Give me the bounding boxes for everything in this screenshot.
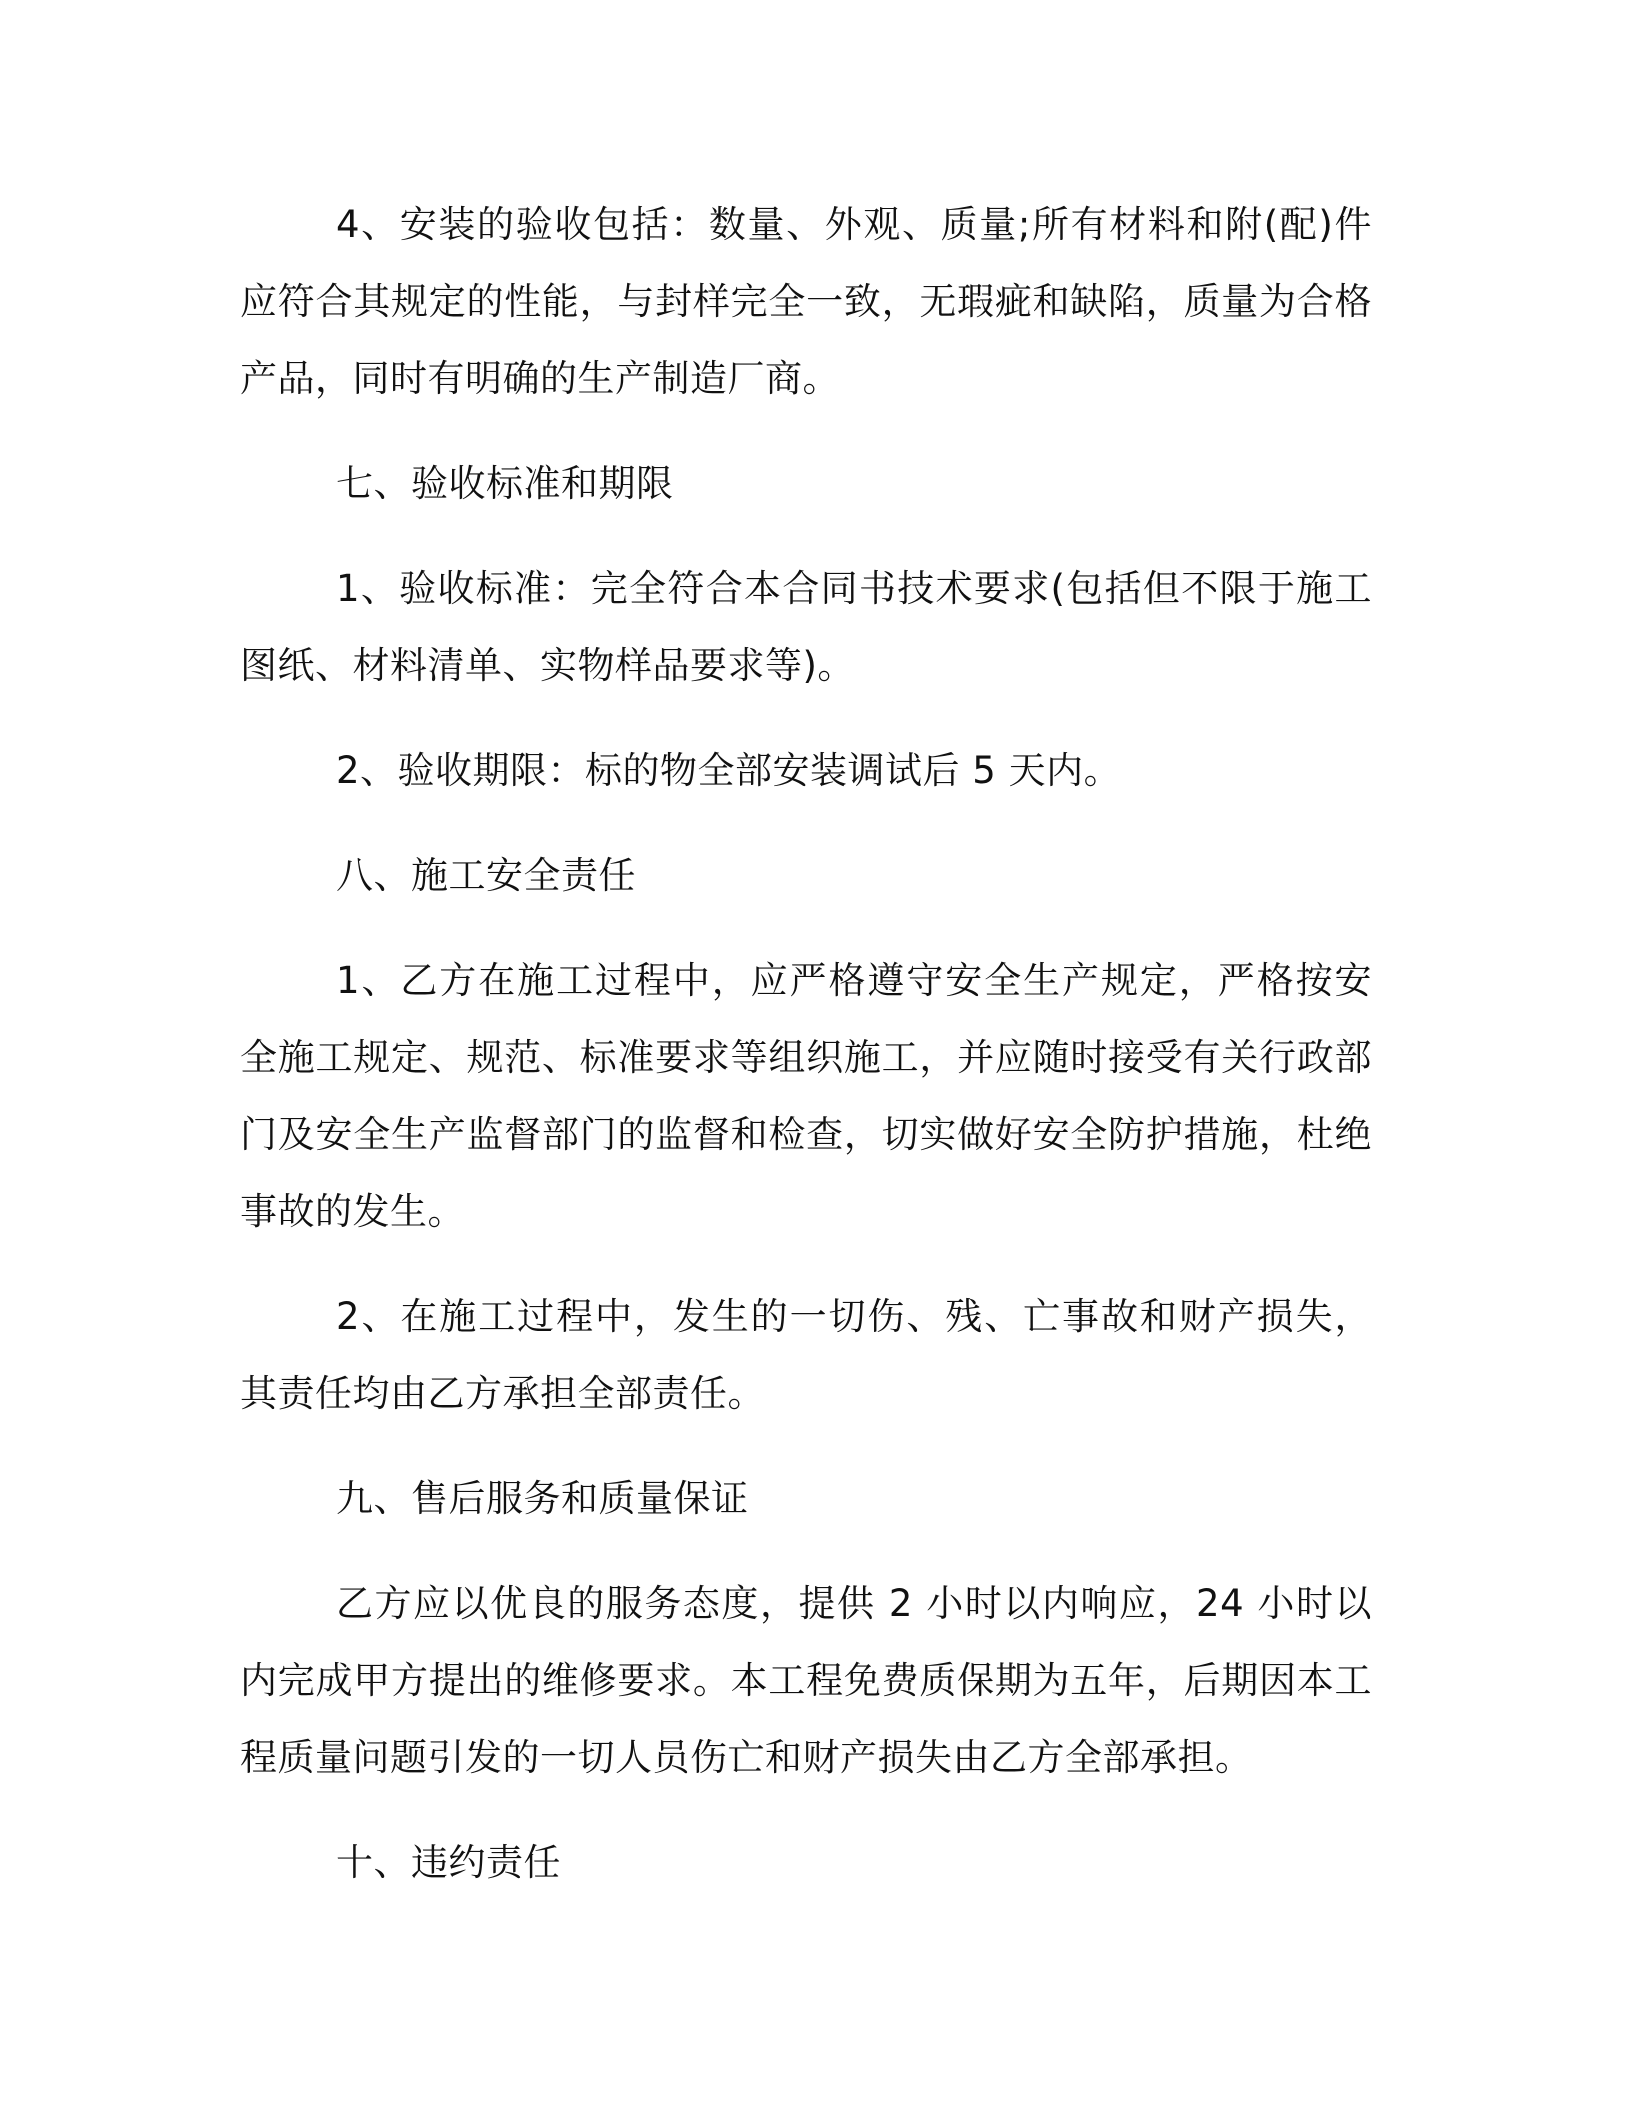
paragraph-acceptance-deadline: 2、验收期限：标的物全部安装调试后 5 天内。 — [336, 749, 1122, 792]
paragraph-safety-item-1: 1、乙方在施工过程中，应严格遵守安全生产规定，严格按安全施工规定、规范、标准要求等组织施工，并应随时接受有关行政部门及安全生产监督部门的监督和检查，切实做好安全防护措施，杜绝事故的发生。 — [240, 959, 1372, 1233]
paragraph-safety-item-2: 2、在施工过程中，发生的一切伤、残、亡事故和财产损失，其责任均由乙方承担全部责任。 — [240, 1295, 1372, 1415]
document-body — [240, 186, 1372, 1929]
paragraph-after-sales: 乙方应以优良的服务态度，提供 2 小时以内响应，24 小时以内完成甲方提出的维修要求。本工程免费质保期为五年，后期因本工程质量问题引发的一切人员伤亡和财产损失由乙方全部承担。 — [240, 1582, 1372, 1779]
section-heading-9: 九、售后服务和质量保证 — [336, 1477, 749, 1520]
paragraph-acceptance-item-4: 4、安装的验收包括：数量、外观、质量;所有材料和附(配)件应符合其规定的性能，与封样完全一致，无瑕疵和缺陷，质量为合格产品，同时有明确的生产制造厂商。 — [240, 203, 1372, 400]
section-heading-8: 八、施工安全责任 — [336, 854, 636, 897]
section-heading-10: 十、违约责任 — [336, 1841, 561, 1884]
section-heading-7: 七、验收标准和期限 — [336, 462, 674, 505]
paragraph-acceptance-standard: 1、验收标准：完全符合本合同书技术要求(包括但不限于施工图纸、材料清单、实物样品要求等)。 — [240, 567, 1372, 687]
